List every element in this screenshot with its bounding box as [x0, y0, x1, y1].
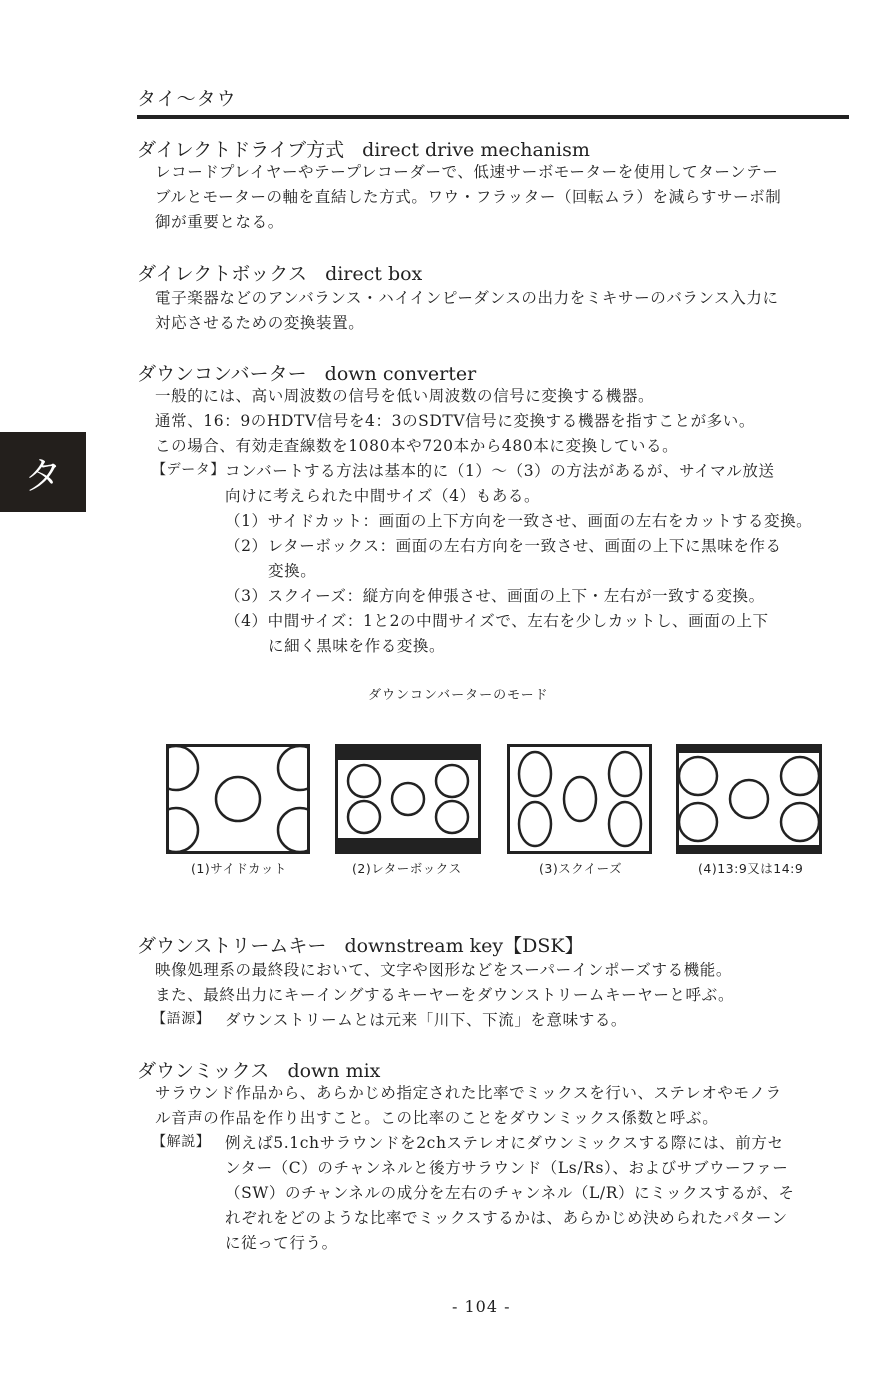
- note-line: に従って行う。: [225, 1234, 338, 1252]
- entry-term: [137, 1056, 380, 1083]
- entry-text-line: ル音声の作品を作り出すこと。この比率のことをダウンミックス係数と呼ぶ。: [155, 1109, 719, 1127]
- note-tag: 【語源】: [152, 1011, 211, 1027]
- running-header: タイ〜タウ: [137, 88, 237, 110]
- note-line: ダウンストリームとは元来「川下、下流」を意味する。: [225, 1011, 628, 1029]
- term-ja: ダイレクトボックス: [137, 263, 308, 285]
- list-item-continuation: 変換。: [268, 562, 317, 580]
- term-en: down converter: [324, 363, 477, 385]
- intermediate-size-panel: [676, 744, 822, 854]
- entry-text-line: ブルとモーターの軸を直結した方式。ワウ・フラッター（回転ムラ）を減らすサーボ制: [155, 188, 782, 206]
- letterbox-panel: [335, 744, 481, 854]
- squeeze-panel: [507, 744, 652, 854]
- entry-term: [137, 359, 476, 386]
- entry-text-line: サラウンド作品から、あらかじめ指定された比率でミックスを行い、ステレオやモノラ: [155, 1084, 782, 1102]
- entry-term: [137, 135, 590, 162]
- term-en: downstream key【DSK】: [344, 935, 584, 957]
- list-item: （2）レターボックス：画面の左右方向を一致させ、画面の上下に黒味を作る: [225, 537, 782, 555]
- term-ja: ダウンコンバーター: [137, 363, 307, 385]
- entry-text-line: 御が重要となる。: [155, 213, 284, 231]
- note-line: れぞれをどのような比率でミックスするかは、あらかじめ決められたパターン: [225, 1209, 788, 1227]
- term-en: direct drive mechanism: [362, 139, 590, 161]
- entry-text-line: レコードプレイヤーやテープレコーダーで、低速サーボモーターを使用してターンテー: [155, 163, 779, 181]
- entry-term: [137, 259, 422, 286]
- term-ja: ダウンミックス: [137, 1060, 270, 1082]
- list-item: （1）サイドカット：画面の上下方向を一致させ、画面の左右をカットする変換。: [225, 512, 813, 530]
- note-line: コンバートする方法は基本的に（1）〜（3）の方法があるが、サイマル放送: [225, 462, 775, 480]
- side-cut-panel: [166, 744, 310, 854]
- note-line: 向けに考えられた中間サイズ（4）もある。: [225, 487, 541, 505]
- note-tag: 【解説】: [152, 1134, 211, 1150]
- entry-text-line: 通常、16：9のHDTV信号を4：3のSDTV信号に変換する機器を指すことが多い。: [155, 412, 755, 430]
- note-line: ンター（C）のチャンネルと後方サラウンド（Ls/Rs）、およびサブウーファー: [225, 1159, 789, 1177]
- term-en: direct box: [325, 263, 423, 285]
- term-ja: ダウンストリームキー: [137, 935, 327, 957]
- entry-text-line: 一般的には、高い周波数の信号を低い周波数の信号に変換する機器。: [155, 387, 655, 405]
- list-item-continuation: に細く黒味を作る変換。: [268, 637, 446, 655]
- panel-caption: (2)レターボックス: [352, 861, 462, 876]
- list-item: （3）スクイーズ：縦方向を伸張させ、画面の上下・左右が一致する変換。: [225, 587, 765, 605]
- panel-caption: (4)13:9又は14:9: [698, 861, 804, 876]
- note-line: 例えば5.1chサラウンドを2chステレオにダウンミックスする際には、前方セ: [225, 1134, 784, 1152]
- entry-text-line: 電子楽器などのアンバランス・ハイインピーダンスの出力をミキサーのバランス入力に: [155, 289, 779, 307]
- page-number: - 104 -: [452, 1297, 511, 1316]
- panel-caption: (1)サイドカット: [191, 861, 287, 876]
- entry-term: [137, 931, 584, 958]
- entry-text-line: 映像処理系の最終段において、文字や図形などをスーパーインポーズする機能。: [155, 961, 732, 979]
- header-rule: [137, 115, 849, 119]
- term-en: down mix: [287, 1060, 381, 1082]
- entry-text-line: この場合、有効走査線数を1080本や720本から480本に変換している。: [155, 437, 679, 455]
- diagram-title: ダウンコンバーターのモード: [368, 688, 549, 703]
- term-ja: ダイレクトドライブ方式: [137, 139, 345, 161]
- panel-caption: (3)スクイーズ: [539, 861, 622, 876]
- entry-text-line: 対応させるための変換装置。: [155, 314, 365, 332]
- entry-text-line: また、最終出力にキーイングするキーヤーをダウンストリームキーヤーと呼ぶ。: [155, 986, 735, 1004]
- list-item: （4）中間サイズ：1と2の中間サイズで、左右を少しカットし、画面の上下: [225, 612, 769, 630]
- index-tab: タ: [0, 432, 86, 512]
- note-tag: 【データ】: [152, 462, 225, 478]
- note-line: （SW）のチャンネルの成分を左右のチャンネル（L/R）にミックスするが、そ: [225, 1184, 795, 1202]
